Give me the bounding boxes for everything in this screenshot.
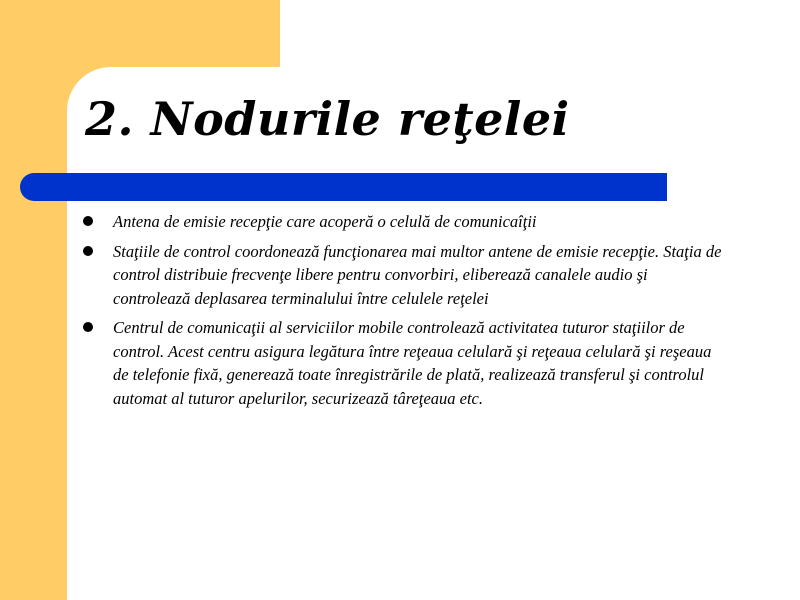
title-underline-bar bbox=[20, 173, 667, 201]
bullet-list bbox=[80, 210, 725, 416]
bullet-text: Antena de emisie recepţie care acoperă o celulă de comunicaîţii bbox=[113, 212, 537, 231]
bullet-item bbox=[80, 316, 725, 410]
bullet-icon bbox=[83, 322, 93, 332]
slide-title: 2. Nodurile reţelei bbox=[85, 92, 570, 146]
bullet-item bbox=[80, 210, 725, 234]
bullet-icon bbox=[83, 216, 93, 226]
bullet-item bbox=[80, 240, 725, 311]
bullet-text: Staţiile de control coordonează funcţionarea mai multor antene de emisie recepţie. Staţia de control distribuie frecvenţe libere pentru convorbiri, eliberează canalele audio şi controlează deplasarea terminalului între celulele reţelei bbox=[113, 241, 722, 308]
bullet-icon bbox=[83, 246, 93, 256]
bullet-text: Centrul de comunicaţii al serviciilor mobile controlează activitatea tuturor staţiilor de control. Acest centru asigura legătura între reţeaua celulară şi reţeaua celulară şi reşeaua de telefonie fixă, generează toate înregistrările de plată, realizează transferul şi controlul automat al tuturor apelurilor, securizează târeţeaua etc. bbox=[113, 318, 712, 408]
